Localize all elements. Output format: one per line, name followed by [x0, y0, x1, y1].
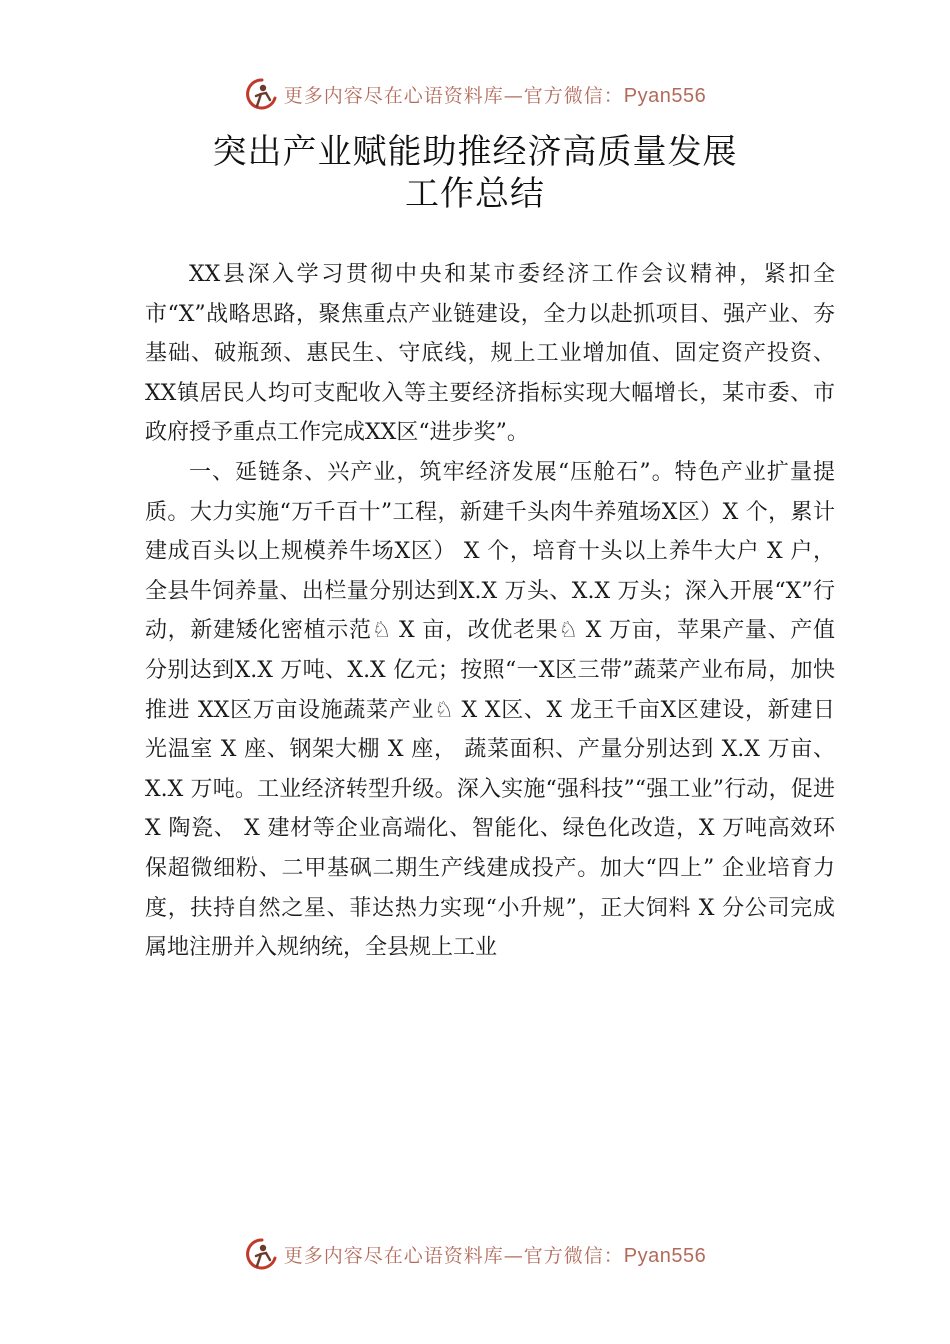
- watermark-text: 更多内容尽在心语资料库—官方微信：Pyan556: [283, 1244, 707, 1267]
- brand-logo-icon: [244, 76, 280, 112]
- paragraph-intro: XX县深入学习贯彻中央和某市委经济工作会议精神，紧扣全市“X”战略思路，聚焦重点产业链建设，全力以赴抓项目、强产业、夯基础、破瓶颈、惠民生、守底线，规上工业增加值、固定资产投资、XX镇居民人均可支配收入等主要经济指标实现大幅增长，某市委、市政府授予重点工作完成XX区“进步奖”。: [145, 262, 835, 446]
- document-body: [145, 255, 835, 968]
- watermark-banner-top: [0, 74, 950, 114]
- document-title-line2: 工作总结: [405, 174, 545, 214]
- paragraph-section-one: 一、延链条、兴产业，筑牢经济发展“压舱石”。特色产业扩量提质。大力实施“万千百十”工程，新建千头肉牛养殖场X区）X 个，累计建成百头以上规模养牛场X区） X 个，培育十头以上养牛大户 X 户，全县牛饲养量、出栏量分别达到X.X 万头、X.X 万头；深入开展“X”行动，新建矮化密植示范♘ X 亩，改优老果♘ X 万亩，苹果产量、产值分别达到X.X 万吨、X.X 亿元；按照“一X区三带”蔬菜产业布局，加快推进 XX区万亩设施蔬菜产业♘ X X区、X 龙王千亩X区建设，新建日光温室 X 座、钢架大棚 X 座， 蔬菜面积、产量分别达到 X.X 万亩、X.X 万吨。工业经济转型升级。深入实施“强科技”“强工业”行动，促进 X 陶瓷、 X 建材等企业高端化、智能化、绿色化改造，X 万吨高效环保超微细粉、二甲基砜二期生产线建成投产。加大“四上” 企业培育力度，扶持自然之星、菲达热力实现“小升规”，正大饲料 X 分公司完成属地注册并入规纳统，全县规上工业: [145, 459, 835, 961]
- watermark-banner-bottom: [0, 1234, 950, 1274]
- brand-logo-icon: [244, 1236, 280, 1272]
- document-title: 突出产业赋能助推经济高质量发展: [212, 132, 738, 172]
- watermark-text: 更多内容尽在心语资料库—官方微信：Pyan556: [283, 84, 707, 107]
